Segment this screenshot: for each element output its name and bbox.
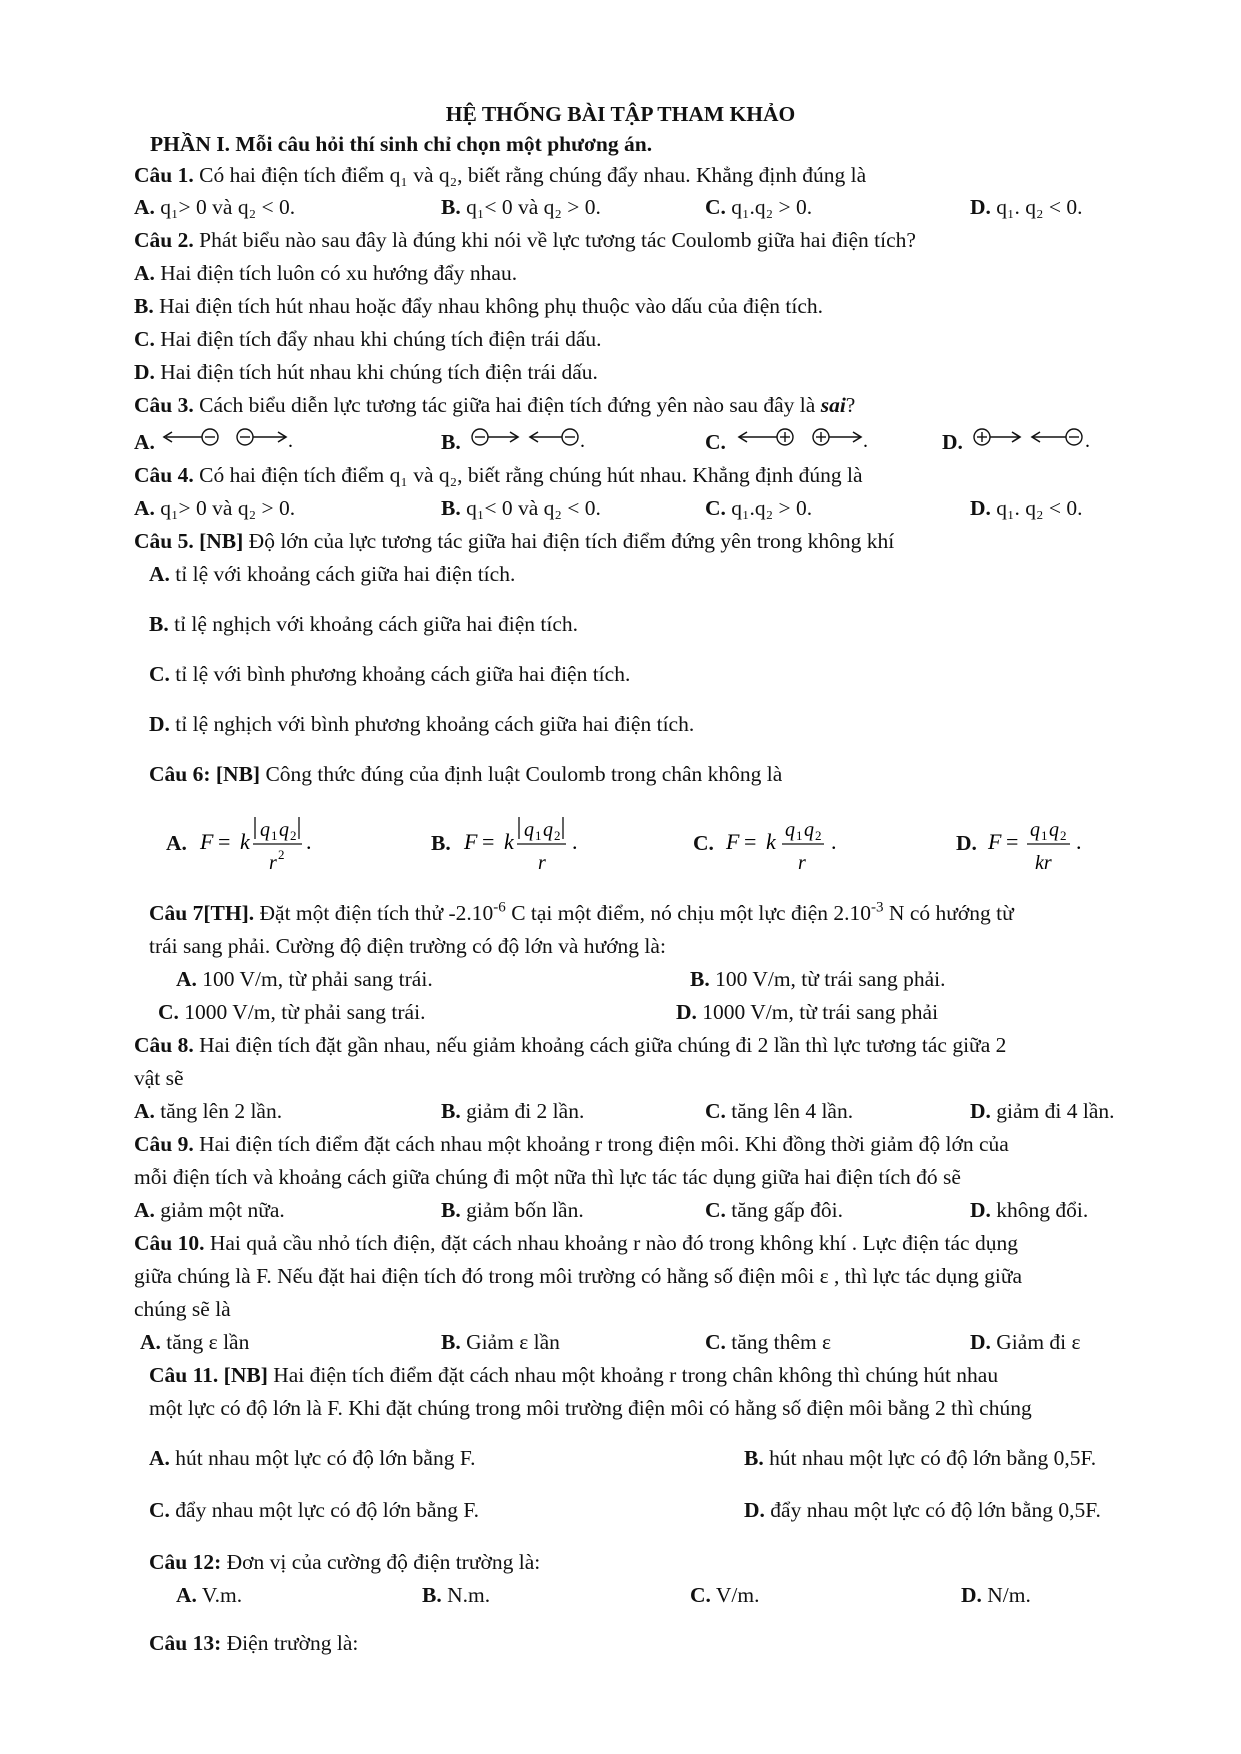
q1-option-d	[970, 194, 1083, 220]
option-text: Giảm đi ε	[990, 1330, 1081, 1354]
q9-option-a	[134, 1197, 285, 1223]
q10-option-a	[140, 1329, 249, 1355]
q6-option-b	[431, 830, 451, 856]
question-2	[134, 227, 916, 253]
q3-diagram-d	[972, 425, 1112, 455]
svg-text:q: q	[260, 819, 270, 841]
option-text: giảm bốn lần.	[460, 1198, 584, 1222]
question-label: Câu 9.	[134, 1132, 194, 1156]
option-text: tăng thêm ε	[725, 1330, 832, 1354]
option-text: q₁< 0 và q₂ < 0.	[466, 496, 601, 520]
question-label: Câu 12:	[149, 1550, 222, 1574]
option-text: giảm đi 4 lần.	[990, 1099, 1115, 1123]
q9-option-c	[705, 1197, 843, 1223]
svg-text:.: .	[831, 829, 837, 854]
svg-text:F: F	[200, 829, 214, 854]
q5-option-b	[149, 611, 578, 637]
svg-text:2: 2	[1060, 828, 1067, 843]
q7-option-a	[176, 966, 433, 992]
q2-option-a	[134, 260, 517, 286]
question-text: Độ lớn của lực tương tác giữa hai điện tích điểm đứng yên trong không khí	[243, 529, 895, 553]
option-label: D.	[676, 1000, 697, 1024]
q11-option-d	[744, 1497, 1101, 1523]
q6-formula-a	[198, 805, 338, 875]
option-label: D.	[970, 195, 991, 219]
q12-option-d	[961, 1582, 1031, 1608]
svg-text:r: r	[269, 852, 277, 874]
q10-option-b	[441, 1329, 560, 1355]
q6-option-d	[956, 830, 977, 856]
question-text: N có hướng từ	[883, 901, 1014, 925]
q6-option-a	[166, 830, 187, 856]
q8-option-b	[441, 1098, 584, 1124]
question-12	[149, 1549, 540, 1575]
question-label: Câu 13:	[149, 1631, 222, 1655]
option-text: q₁. q₂ < 0.	[996, 195, 1083, 219]
svg-text:q: q	[1030, 819, 1040, 841]
q4-option-b	[441, 495, 601, 521]
q11-option-b	[744, 1445, 1096, 1471]
option-text: 1000 V/m, từ trái sang phải	[696, 1000, 939, 1024]
exponent: -3	[871, 899, 884, 916]
option-label: D.	[956, 831, 977, 855]
svg-text:.: .	[863, 430, 868, 452]
exponent: -6	[493, 899, 506, 916]
svg-text:k: k	[504, 829, 514, 854]
q1-option-b	[441, 194, 601, 220]
question-text: C tại một điểm, nó chịu một lực điện 2.10	[505, 901, 871, 925]
option-text: q₁.q₂ > 0.	[731, 496, 813, 520]
svg-text:=: =	[482, 829, 495, 854]
q4-option-d	[970, 495, 1083, 521]
q3-diagram-a	[160, 425, 293, 455]
question-label: Câu 6: [NB]	[149, 762, 261, 786]
q3-diagram-c	[733, 425, 873, 455]
q1-option-c	[705, 194, 812, 220]
question-text: Công thức đúng của định luật Coulomb trong chân không là	[260, 762, 783, 786]
q2-option-b	[134, 293, 823, 319]
question-8	[134, 1032, 1006, 1058]
option-label: C.	[705, 1198, 726, 1222]
question-13	[149, 1630, 358, 1656]
svg-text:.: .	[1076, 829, 1082, 854]
question-10-cont2: chúng sẽ là	[134, 1297, 231, 1321]
q7-option-d	[676, 999, 938, 1025]
question-label: Câu 4.	[134, 463, 194, 487]
option-label: B.	[441, 1198, 461, 1222]
question-label: Câu 5. [NB]	[134, 529, 244, 553]
question-6	[149, 761, 782, 787]
option-text: q₁.q₂ > 0.	[731, 195, 813, 219]
option-text: q₁. q₂ < 0.	[996, 496, 1083, 520]
option-label: D.	[134, 360, 155, 384]
svg-text:kr: kr	[1035, 852, 1052, 874]
option-text: giảm đi 2 lần.	[460, 1099, 585, 1123]
option-label: B.	[149, 612, 169, 636]
option-text: đẩy nhau một lực có độ lớn bằng 0,5F.	[764, 1498, 1101, 1522]
option-label: B.	[441, 195, 461, 219]
question-7	[149, 900, 1014, 926]
q9-option-d	[970, 1197, 1088, 1223]
option-label: B.	[744, 1446, 764, 1470]
option-label: C.	[705, 1099, 726, 1123]
svg-text:=: =	[1006, 829, 1019, 854]
option-label: D.	[970, 1198, 991, 1222]
question-11	[149, 1362, 998, 1388]
q12-option-c	[690, 1582, 760, 1608]
option-text: Giảm ε lần	[460, 1330, 560, 1354]
svg-text:2: 2	[290, 828, 297, 843]
option-label: B.	[441, 1099, 461, 1123]
question-text: Cách biểu diễn lực tương tác giữa hai điện tích đứng yên nào sau đây là	[193, 393, 821, 417]
option-text: tăng lên 2 lần.	[154, 1099, 283, 1123]
svg-text:q: q	[279, 819, 289, 841]
svg-text:.: .	[580, 430, 585, 452]
q12-option-b	[422, 1582, 490, 1608]
option-label: C.	[693, 831, 714, 855]
option-label: B.	[690, 967, 710, 991]
question-10	[134, 1230, 1018, 1256]
option-label: C.	[158, 1000, 179, 1024]
option-label: A.	[134, 1198, 155, 1222]
q5-option-c	[149, 661, 630, 687]
option-label: C.	[149, 1498, 170, 1522]
option-label: C.	[705, 430, 726, 454]
option-label: A.	[134, 261, 155, 285]
q2-option-d	[134, 359, 598, 385]
svg-text:q: q	[804, 819, 814, 841]
option-label: A.	[149, 1446, 170, 1470]
question-text: Đặt một điện tích thử -2.10	[254, 901, 494, 925]
question-9	[134, 1131, 1009, 1157]
q10-option-d	[970, 1329, 1081, 1355]
option-label: D.	[970, 496, 991, 520]
question-10-cont: giữa chúng là F. Nếu đặt hai điện tích đó trong môi trường có hằng số điện môi ε , thì lực tác dụng giữa	[134, 1264, 1023, 1288]
option-label: D.	[744, 1498, 765, 1522]
option-label: A.	[176, 967, 197, 991]
option-label: B.	[441, 430, 461, 454]
q1-option-a	[134, 194, 295, 220]
svg-text:r: r	[538, 852, 546, 874]
q6-option-c	[693, 830, 714, 856]
q2-option-c	[134, 326, 602, 352]
q6-formula-c	[724, 805, 854, 875]
question-9-cont: mỗi điện tích và khoảng cách giữa chúng đi một nữa thì lực tác tác dụng giữa hai điện tích đó sẽ	[134, 1165, 961, 1189]
option-label: D.	[961, 1583, 982, 1607]
question-text: Hai quả cầu nhỏ tích điện, đặt cách nhau khoảng r nào đó trong không khí . Lực điện tác dụng	[204, 1231, 1018, 1255]
option-label: A.	[134, 430, 155, 454]
q8-option-c	[705, 1098, 853, 1124]
question-3	[134, 392, 855, 418]
svg-text:.: .	[288, 430, 293, 452]
option-text: q₁> 0 và q₂ > 0.	[160, 496, 296, 520]
q8-option-d	[970, 1098, 1115, 1124]
svg-text:F: F	[726, 829, 740, 854]
option-label: D.	[970, 1330, 991, 1354]
option-label: A.	[134, 195, 155, 219]
page-title: HỆ THỐNG BÀI TẬP THAM KHẢO	[445, 102, 796, 126]
option-label: B.	[431, 831, 451, 855]
option-label: C.	[705, 1330, 726, 1354]
option-text: Hai điện tích hút nhau hoặc đẩy nhau không phụ thuộc vào dấu của điện tích.	[153, 294, 824, 318]
question-text: Phát biểu nào sau đây là đúng khi nói về lực tương tác Coulomb giữa hai điện tích?	[193, 228, 916, 252]
option-label: B.	[422, 1583, 442, 1607]
option-text: 1000 V/m, từ phải sang trái.	[178, 1000, 426, 1024]
q9-option-b	[441, 1197, 584, 1223]
option-label: D.	[149, 712, 170, 736]
svg-text:2: 2	[554, 828, 561, 843]
option-text: tỉ lệ với bình phương khoảng cách giữa hai điện tích.	[169, 662, 631, 686]
question-text: Hai điện tích điểm đặt cách nhau một khoảng r trong chân không thì chúng hút nhau	[267, 1363, 999, 1387]
emphasis-word: sai	[820, 393, 846, 417]
option-text: giảm một nữa.	[154, 1198, 285, 1222]
option-text: hút nhau một lực có độ lớn bằng 0,5F.	[763, 1446, 1097, 1470]
option-text: hút nhau một lực có độ lớn bằng F.	[169, 1446, 476, 1470]
option-text: 100 V/m, từ trái sang phải.	[709, 967, 946, 991]
svg-text:q: q	[524, 819, 534, 841]
q12-option-a	[176, 1582, 242, 1608]
part-heading: PHẦN I. Mỗi câu hỏi thí sinh chỉ chọn một phương án.	[150, 132, 653, 156]
q6-formula-d	[986, 805, 1116, 875]
option-text: tỉ lệ nghịch với khoảng cách giữa hai điện tích.	[168, 612, 579, 636]
svg-text:F: F	[464, 829, 478, 854]
option-label: C.	[690, 1583, 711, 1607]
svg-text:=: =	[218, 829, 231, 854]
question-text: Điện trường là:	[221, 1631, 359, 1655]
question-text: Hai điện tích điểm đặt cách nhau một khoảng r trong điện môi. Khi đồng thời giảm độ lớn của	[193, 1132, 1009, 1156]
svg-text:1: 1	[1041, 828, 1048, 843]
question-7-cont: trái sang phải. Cường độ điện trường có độ lớn và hướng là:	[149, 934, 666, 958]
q11-option-a	[149, 1445, 475, 1471]
question-8-cont: vật sẽ	[134, 1066, 184, 1090]
option-label: A.	[140, 1330, 161, 1354]
option-text: Hai điện tích đẩy nhau khi chúng tích điện trái dấu.	[154, 327, 602, 351]
question-4	[134, 462, 863, 488]
option-label: C.	[705, 195, 726, 219]
option-text: q₁< 0 và q₂ > 0.	[466, 195, 601, 219]
question-label: Câu 1.	[134, 163, 194, 187]
option-text: N.m.	[441, 1583, 491, 1607]
option-text: tăng lên 4 lần.	[725, 1099, 854, 1123]
option-label: C.	[149, 662, 170, 686]
question-label: Câu 11. [NB]	[149, 1363, 268, 1387]
svg-text:q: q	[785, 819, 795, 841]
question-label: Câu 7[TH].	[149, 901, 255, 925]
question-11-cont: một lực có độ lớn là F. Khi đặt chúng trong môi trường điện môi có hằng số điện môi bằng 2 thì chúng	[149, 1396, 1032, 1420]
q4-option-a	[134, 495, 295, 521]
q3-option-a	[134, 429, 155, 455]
svg-text:2: 2	[815, 828, 822, 843]
svg-text:F: F	[988, 829, 1002, 854]
option-label: A.	[134, 496, 155, 520]
option-label: A.	[134, 1099, 155, 1123]
question-5	[134, 528, 894, 554]
q5-option-a	[149, 561, 515, 587]
option-text: không đổi.	[990, 1198, 1089, 1222]
svg-text:k: k	[240, 829, 250, 854]
q8-option-a	[134, 1098, 282, 1124]
option-label: A.	[149, 562, 170, 586]
option-text: Hai điện tích luôn có xu hướng đẩy nhau.	[154, 261, 518, 285]
q7-option-c	[158, 999, 425, 1025]
option-text: N/m.	[981, 1583, 1031, 1607]
option-label: B.	[441, 496, 461, 520]
option-label: B.	[441, 1330, 461, 1354]
q7-option-b	[690, 966, 946, 992]
svg-text:1: 1	[796, 828, 803, 843]
option-label: C.	[705, 496, 726, 520]
question-text: Có hai điện tích điểm q₁ và q₂, biết rằng chúng hút nhau. Khẳng định đúng là	[193, 463, 863, 487]
svg-text:q: q	[543, 819, 553, 841]
question-text: Có hai điện tích điểm q₁ và q₂, biết rằng chúng đẩy nhau. Khẳng định đúng là	[193, 163, 867, 187]
q3-option-d	[942, 429, 963, 455]
question-text: Đơn vị của cường độ điện trường là:	[221, 1550, 541, 1574]
option-text: tỉ lệ nghịch với bình phương khoảng cách giữa hai điện tích.	[169, 712, 695, 736]
option-label: A.	[176, 1583, 197, 1607]
svg-text:1: 1	[271, 828, 278, 843]
svg-text:.: .	[306, 829, 312, 854]
option-text: đẩy nhau một lực có độ lớn bằng F.	[169, 1498, 480, 1522]
question-label: Câu 3.	[134, 393, 194, 417]
option-text: tăng ε lần	[160, 1330, 250, 1354]
option-text: Hai điện tích hút nhau khi chúng tích điện trái dấu.	[154, 360, 598, 384]
option-text: 100 V/m, từ phải sang trái.	[196, 967, 433, 991]
svg-text:.: .	[572, 829, 578, 854]
q3-option-c	[705, 429, 726, 455]
question-text: Hai điện tích đặt gần nhau, nếu giảm khoảng cách giữa chúng đi 2 lần thì lực tương tác giữa 2	[193, 1033, 1007, 1057]
option-text: V.m.	[196, 1583, 243, 1607]
option-text: q₁> 0 và q₂ < 0.	[160, 195, 296, 219]
option-label: D.	[942, 430, 963, 454]
svg-text:k: k	[766, 829, 776, 854]
svg-text:2: 2	[278, 847, 285, 862]
option-text: tăng gấp đôi.	[725, 1198, 843, 1222]
q5-option-d	[149, 711, 694, 737]
q6-formula-b	[462, 805, 602, 875]
q11-option-c	[149, 1497, 479, 1523]
q3-option-b	[441, 429, 461, 455]
q4-option-c	[705, 495, 812, 521]
option-text: tỉ lệ với khoảng cách giữa hai điện tích.	[169, 562, 516, 586]
svg-text:q: q	[1049, 819, 1059, 841]
q3-diagram-b	[470, 425, 600, 455]
option-text: V/m.	[710, 1583, 760, 1607]
question-text-end: ?	[845, 393, 856, 417]
svg-text:=: =	[744, 829, 757, 854]
option-label: C.	[134, 327, 155, 351]
question-label: Câu 8.	[134, 1033, 194, 1057]
option-label: A.	[166, 831, 187, 855]
question-1	[134, 162, 866, 188]
svg-text:r: r	[798, 852, 806, 874]
q10-option-c	[705, 1329, 831, 1355]
question-label: Câu 10.	[134, 1231, 205, 1255]
svg-text:1: 1	[535, 828, 542, 843]
option-label: D.	[970, 1099, 991, 1123]
question-label: Câu 2.	[134, 228, 194, 252]
svg-text:.: .	[1085, 430, 1090, 452]
option-label: B.	[134, 294, 154, 318]
